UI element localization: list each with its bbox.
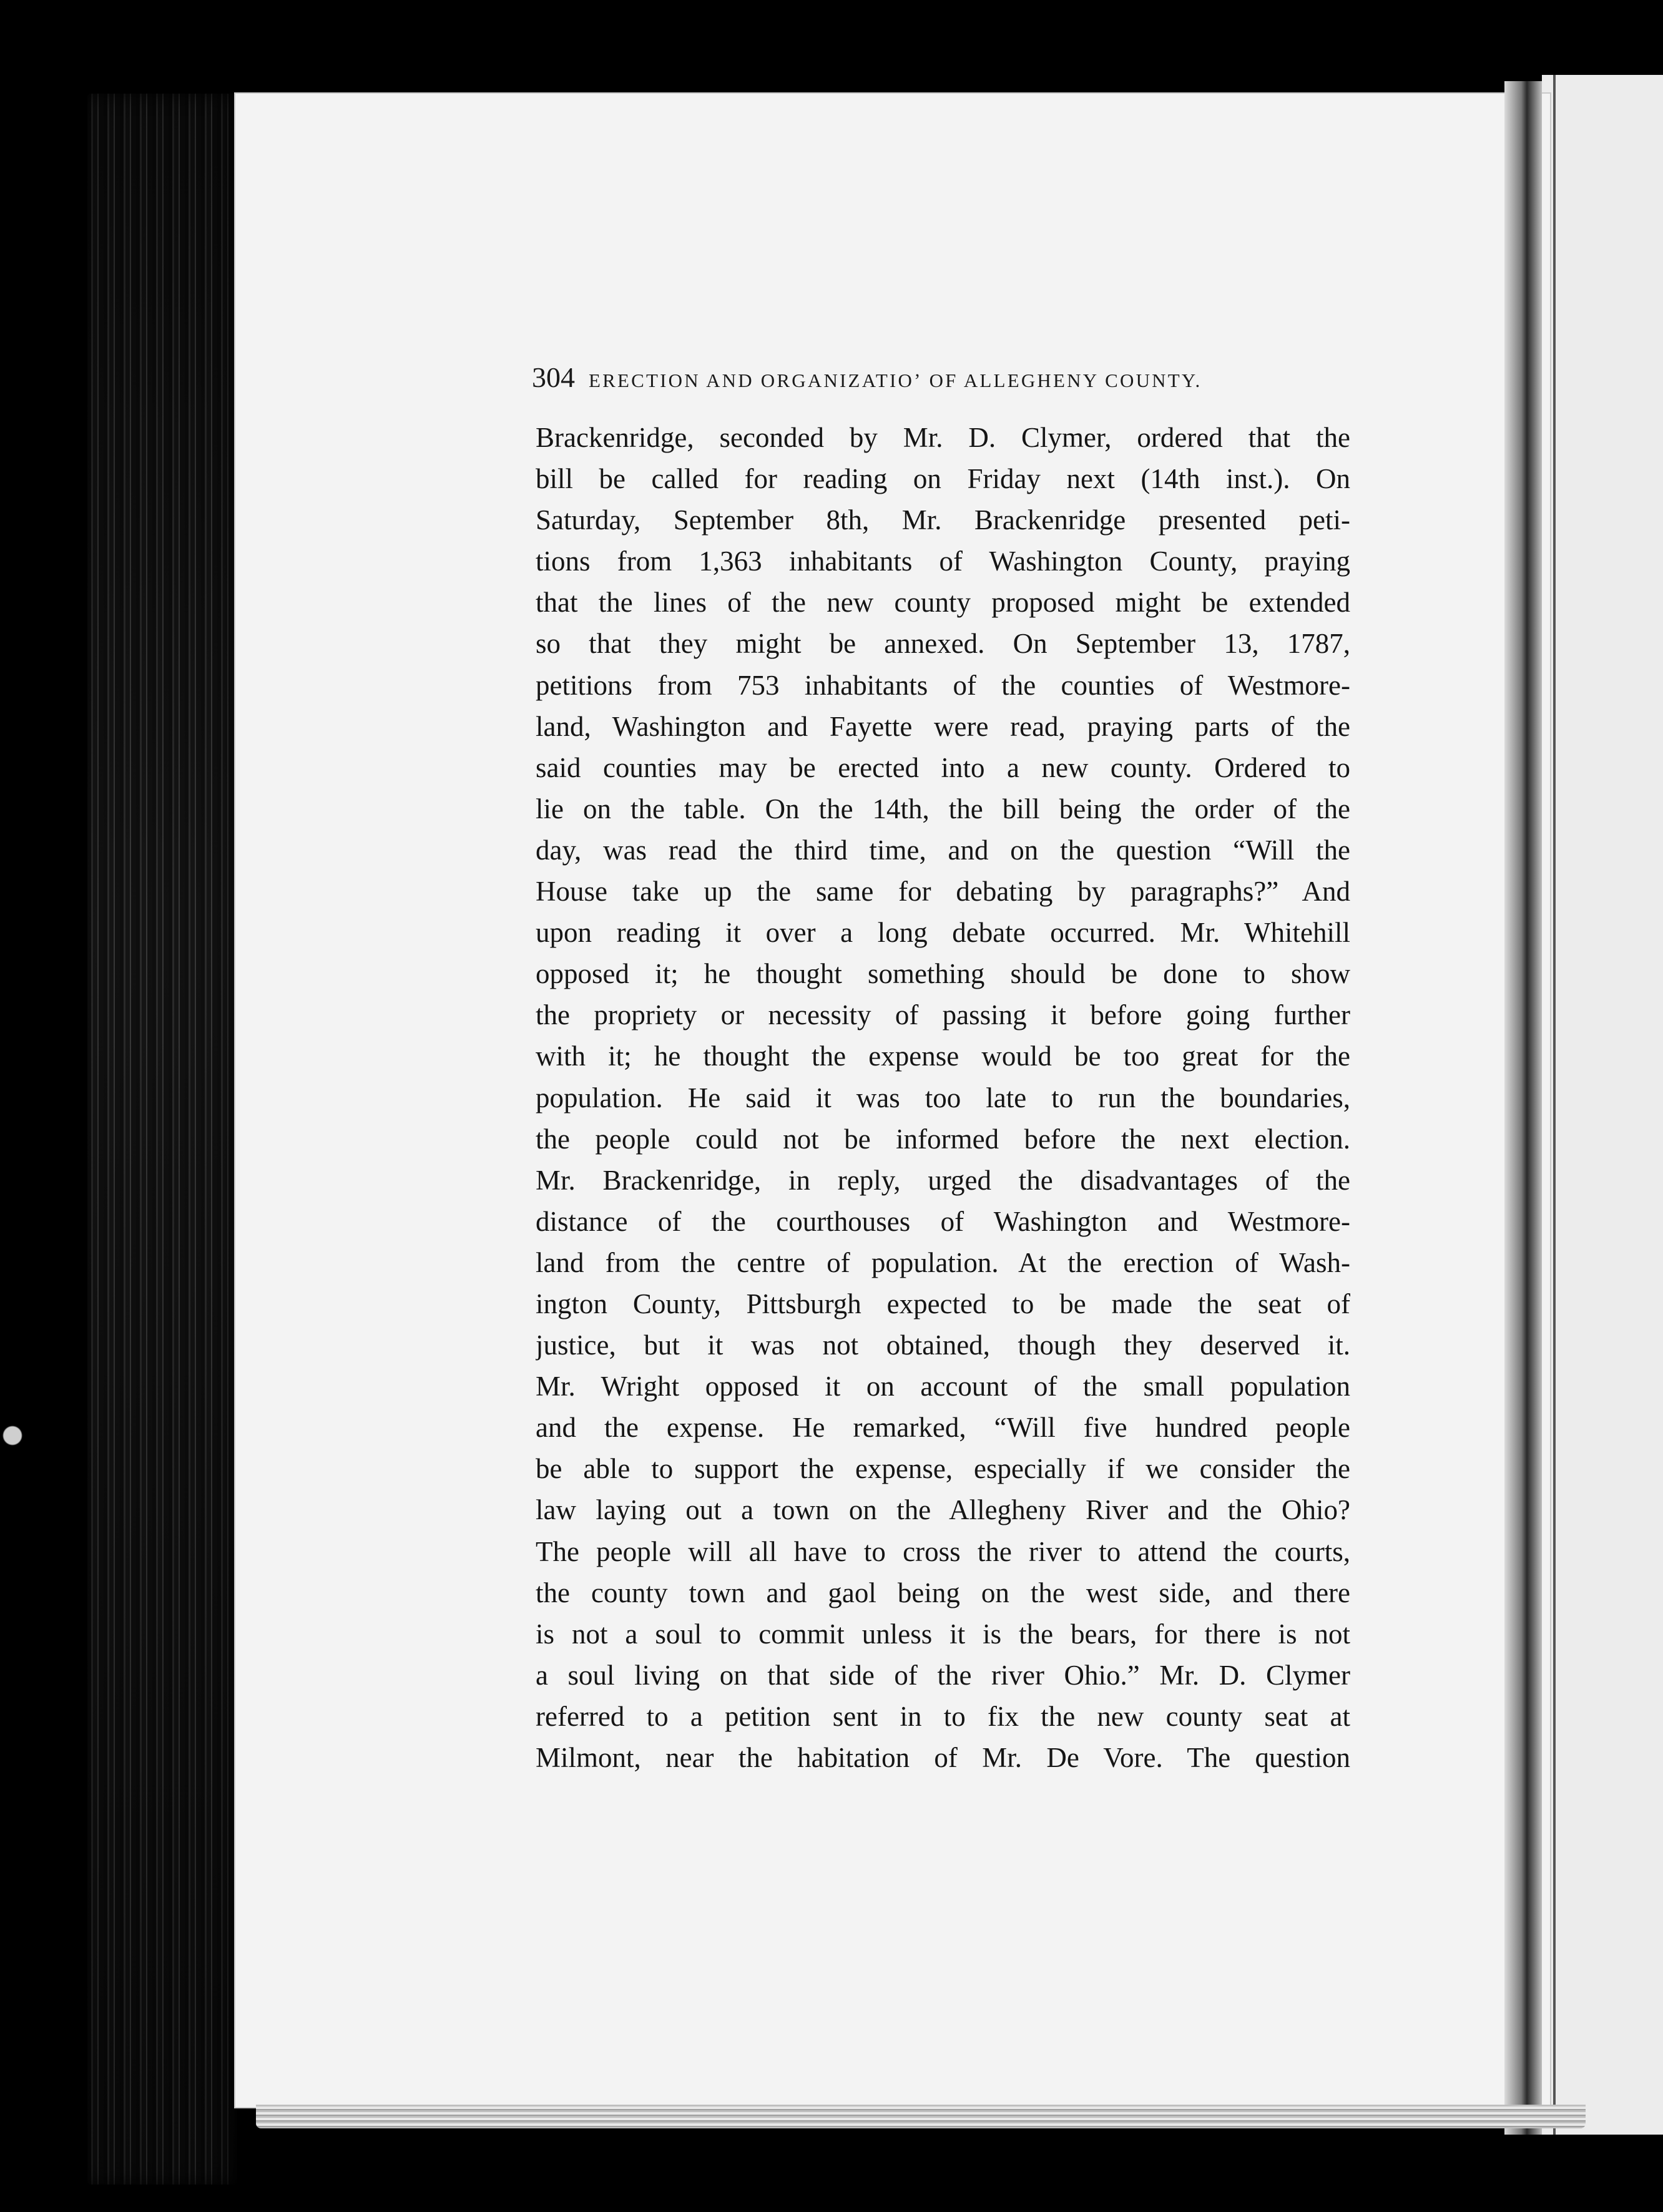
text-line: upon reading it over a long debate occurred. Mr. Whitehill: [536, 917, 1350, 949]
text-line: Saturday, September 8th, Mr. Brackenridge presented peti-: [536, 504, 1350, 536]
text-line: House take up the same for debating by paragraphs?” And: [536, 876, 1350, 908]
text-line: Mr. Brackenridge, in reply, urged the disadvantages of the: [536, 1164, 1350, 1196]
text-line: referred to a petition sent in to fix the new county seat at: [536, 1700, 1350, 1732]
text-line: Milmont, near the habitation of Mr. De Vore. The question: [536, 1742, 1350, 1773]
text-line: the propriety or necessity of passing it before going further: [536, 999, 1350, 1031]
text-line: The people will all have to cross the river to attend the courts,: [536, 1535, 1350, 1567]
text-line: opposed it; he thought something should be done to show: [536, 958, 1350, 990]
text-line: said counties may be erected into a new county. Ordered to: [536, 751, 1350, 783]
text-line: lie on the table. On the 14th, the bill being the order of the: [536, 793, 1350, 825]
text-line: is not a soul to commit unless it is the bears, for there is not: [536, 1618, 1350, 1650]
text-line: petitions from 753 inhabitants of the counties of Westmore-: [536, 669, 1350, 701]
text-line: Brackenridge, seconded by Mr. D. Clymer, ordered that the: [536, 422, 1350, 453]
body-text: [536, 417, 1350, 1778]
facing-page-edge: [1542, 75, 1663, 2135]
text-line: law laying out a town on the Allegheny River and the Ohio?: [536, 1494, 1350, 1526]
page-bottom-edge: [256, 2105, 1586, 2128]
text-line: distance of the courthouses of Washington and Westmore-: [536, 1205, 1350, 1237]
text-line: so that they might be annexed. On September 13, 1787,: [536, 628, 1350, 660]
text-line: population. He said it was too late to run the boundaries,: [536, 1082, 1350, 1113]
running-title: ERECTION AND ORGANIZATIOʼ OF ALLEGHENY COUNTY.: [589, 369, 1202, 391]
text-line: justice, but it was not obtained, though they deserved it.: [536, 1329, 1350, 1361]
book-fore-edge: [87, 94, 237, 2185]
text-line: Mr. Wright opposed it on account of the small population: [536, 1371, 1350, 1402]
text-line: that the lines of the new county proposed might be extended: [536, 587, 1350, 619]
text-line: tions from 1,363 inhabitants of Washington County, praying: [536, 546, 1350, 577]
text-line: be able to support the expense, especially if we consider the: [536, 1453, 1350, 1485]
text-line: a soul living on that side of the river Ohio.” Mr. D. Clymer: [536, 1659, 1350, 1691]
text-line: bill be called for reading on Friday next (14th inst.). On: [536, 463, 1350, 495]
text-line: with it; he thought the expense would be too great for the: [536, 1040, 1350, 1072]
page-number: 304: [532, 361, 575, 393]
text-line: land from the centre of population. At the erection of Wash-: [536, 1246, 1350, 1278]
text-line: the people could not be informed before the next election.: [536, 1123, 1350, 1155]
text-line: day, was read the third time, and on the question “Will the: [536, 834, 1350, 866]
text-line: the county town and gaol being on the west side, and there: [536, 1577, 1350, 1608]
text-line: and the expense. He remarked, “Will five hundred people: [536, 1412, 1350, 1444]
text-line: ington County, Pittsburgh expected to be made the seat of: [536, 1288, 1350, 1319]
running-head: [532, 361, 1331, 394]
text-line: land, Washington and Fayette were read, praying parts of the: [536, 710, 1350, 742]
page-gutter: [1504, 81, 1542, 2135]
